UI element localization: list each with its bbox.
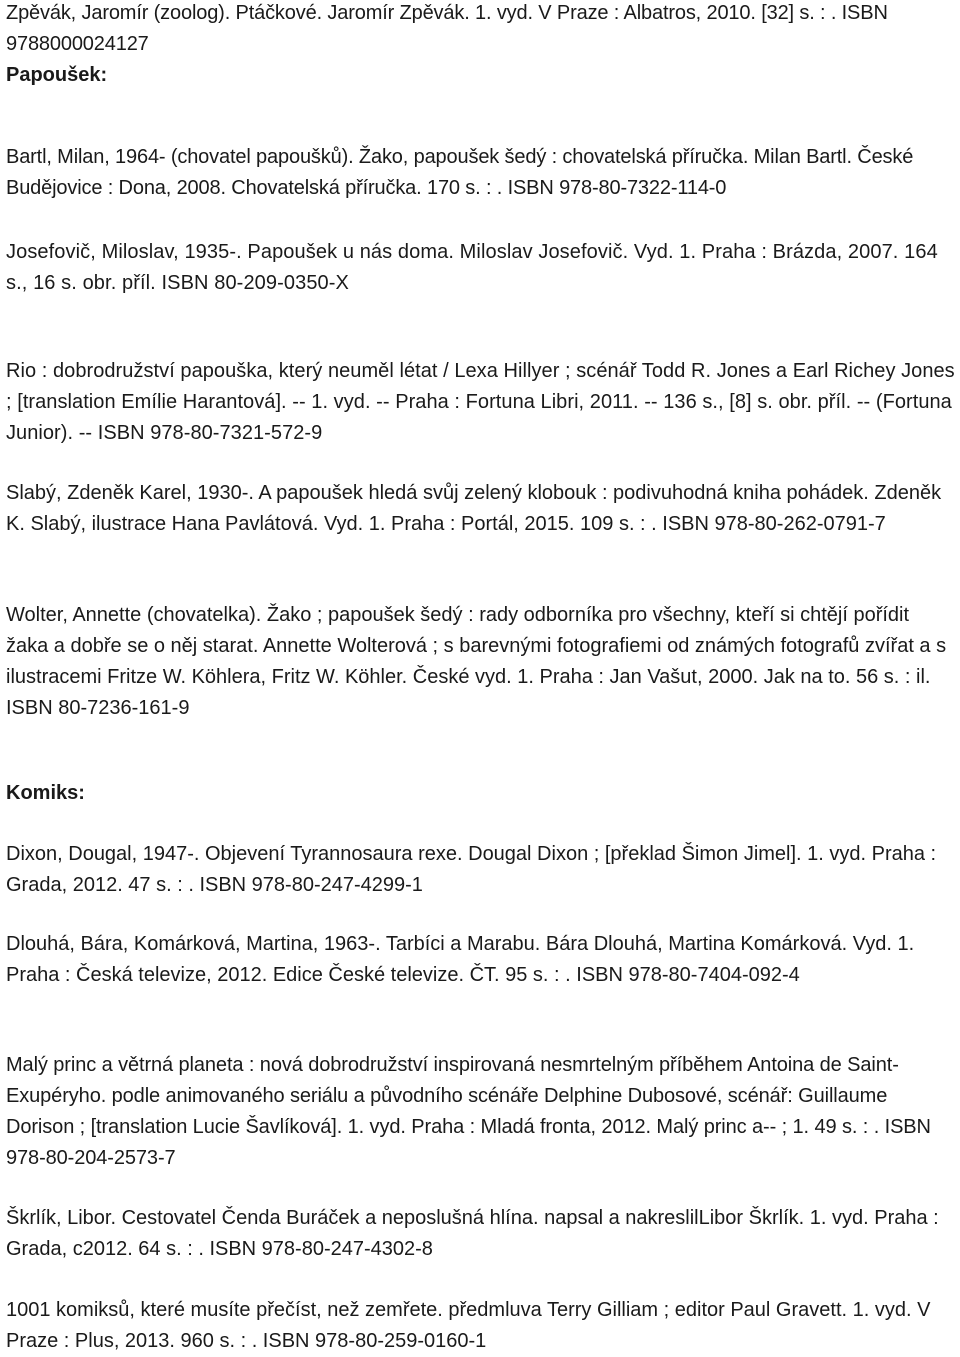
bibliography-entry: Slabý, Zdeněk Karel, 1930-. A papoušek hledá svůj zelený klobouk : podivuhodná kniha pohádek. Zdeněk K. Slabý, ilustrace Hana Pavlátová. Vyd. 1. Praha : Portál, 2015. 109 s. : . ISBN 978-80-262-0791-7 — [6, 482, 942, 535]
section-heading-komiks: Komiks: — [6, 782, 85, 804]
bibliography-entry: Dixon, Dougal, 1947-. Objevení Tyrannosaura rexe. Dougal Dixon ; [překlad Šimon Jimel]. 1. vyd. Praha : Grada, 2012. 47 s. : . ISBN 978-80-247-4299-1 — [6, 843, 937, 896]
bibliography-entry: Malý princ a větrná planeta : nová dobrodružství inspirovaná nesmrtelným příběhem Antoina de Saint-Exupéryho. podle animovaného seriálu a původního scénáře Delphine Dubosové, scénář: Guillaume Dorison ; [translation Lucie Šavlíková]. 1. vyd. Praha : Mladá fronta, 2012. Malý princ a-- ; 1. 49 s. : . ISBN 978-80-204-2573-7 — [6, 1054, 931, 1169]
bibliography-entry: 1001 komiksů, které musíte přečíst, než zemřete. předmluva Terry Gilliam ; editor Paul Gravett. 1. vyd. V Praze : Plus, 2013. 960 s. : . ISBN 978-80-259-0160-1 — [6, 1299, 931, 1352]
bibliography-entry: Bartl, Milan, 1964- (chovatel papoušků). Žako, papoušek šedý : chovatelská příručka. Milan Bartl. České Budějovice : Dona, 2008. Chovatelská příručka. 170 s. : . ISBN 978-80-7322-114-0 — [6, 146, 914, 199]
bibliography-entry: Rio : dobrodružství papouška, který neuměl létat / Lexa Hillyer ; scénář Todd R. Jones a Earl Richey Jones ; [translation Emílie Harantová]. -- 1. vyd. -- Praha : Fortuna Libri, 2011. -- 136 s., [8] s. obr. příl. -- (Fortuna Junior). -- ISBN 978-80-7321-572-9 — [6, 360, 955, 444]
bibliography-entry: Josefovič, Miloslav, 1935-. Papoušek u nás doma. Miloslav Josefovič. Vyd. 1. Praha : Brázda, 2007. 164 s., 16 s. obr. příl. ISBN 80-209-0350-X — [6, 241, 938, 294]
bibliography-entry: Wolter, Annette (chovatelka). Žako ; papoušek šedý : rady odborníka pro všechny, kteří si chtějí pořídit žaka a dobře se o něj starat. Annette Wolterová ; s barevnými fotografiemi od známých fotografů zvířat a s ilustracemi Fritze W. Köhlera, Fritz W. Köhler. České vyd. 1. Praha : Jan Vašut, 2000. Jak na to. 56 s. : il. ISBN 80-7236-161-9 — [6, 604, 947, 719]
bibliography-entry: Škrlík, Libor. Cestovatel Čenda Buráček a neposlušná hlína. napsal a nakreslilLibor Škrlík. 1. vyd. Praha : Grada, c2012. 64 s. : . ISBN 978-80-247-4302-8 — [6, 1207, 939, 1260]
bibliography-entry: Zpěvák, Jaromír (zoolog). Ptáčkové. Jaromír Zpěvák. 1. vyd. V Praze : Albatros, 2010. [32] s. : . ISBN 9788000024127 — [6, 2, 888, 55]
bibliography-entry: Dlouhá, Bára, Komárková, Martina, 1963-. Tarbíci a Marabu. Bára Dlouhá, Martina Komárková. Vyd. 1. Praha : Česká televize, 2012. Edice České televize. ČT. 95 s. : . ISBN 978-80-7404-092-4 — [6, 933, 915, 986]
section-heading-papousek: Papoušek: — [6, 64, 108, 86]
